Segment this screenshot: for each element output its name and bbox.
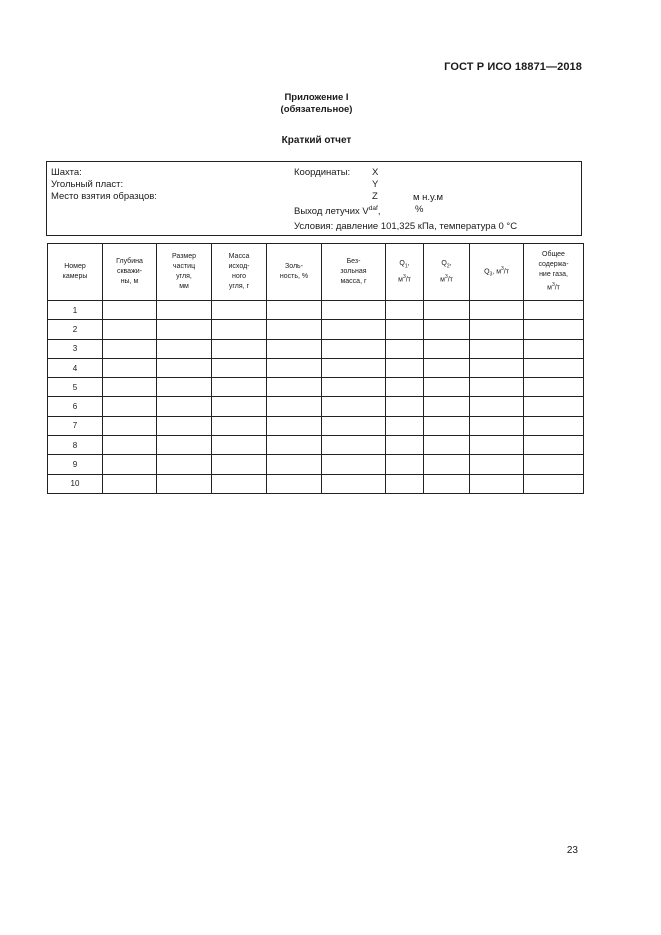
table-cell (157, 436, 212, 455)
table-header-row (48, 244, 584, 301)
table-body (48, 301, 584, 494)
table-cell (470, 416, 524, 435)
table-cell (322, 436, 386, 455)
table-cell (386, 378, 424, 397)
appendix-heading (0, 92, 633, 116)
table-cell (267, 378, 322, 397)
conditions-label: Условия: давление 101,325 кПа, температура 0 °С (294, 221, 518, 232)
table-cell (424, 455, 470, 474)
table-cell (267, 397, 322, 416)
chamber-number-cell: 7 (48, 416, 103, 435)
table-cell (524, 397, 584, 416)
chamber-number-cell: 9 (48, 455, 103, 474)
table-cell (524, 301, 584, 320)
table-cell (386, 320, 424, 339)
table-cell (524, 339, 584, 358)
table-cell (212, 320, 267, 339)
table-cell (424, 436, 470, 455)
volatile-superscript: daf (368, 205, 378, 212)
col-total-gas: Общее содержа- ние газа, $м^3/т$ (524, 244, 584, 301)
table-cell (267, 339, 322, 358)
table-cell (267, 416, 322, 435)
table-cell (386, 416, 424, 435)
table-cell (322, 320, 386, 339)
standard-code: ГОСТ Р ИСО 18871—2018 (444, 61, 582, 73)
table-cell (212, 378, 267, 397)
table-cell (157, 339, 212, 358)
table-row (48, 416, 584, 435)
table-cell (322, 358, 386, 377)
table-row (48, 436, 584, 455)
table-cell (322, 378, 386, 397)
col-q2: $Q_2$, $м^3/т$ (424, 244, 470, 301)
table-cell (386, 455, 424, 474)
col-depth: Глубина скважи- ны, м (103, 244, 157, 301)
table-cell (470, 378, 524, 397)
table-cell (424, 320, 470, 339)
table-cell (267, 320, 322, 339)
table-cell (386, 339, 424, 358)
volatile-label: Выход летучих $V^{daf}$, (294, 205, 381, 218)
table-cell (470, 320, 524, 339)
table-cell (157, 378, 212, 397)
table-cell (103, 339, 157, 358)
table-cell (424, 339, 470, 358)
coord-z-label: Z (372, 191, 378, 202)
chamber-number-cell: 6 (48, 397, 103, 416)
table-cell (267, 436, 322, 455)
table-cell (424, 301, 470, 320)
table-row (48, 358, 584, 377)
coordinates-label: Координаты: (294, 167, 351, 178)
table-cell (470, 339, 524, 358)
sampling-place-label: Место взятия образцов: (51, 191, 157, 202)
coord-x-label: X (372, 167, 379, 178)
table-cell (470, 358, 524, 377)
col-ashfree-mass: Без- зольная масса, г (322, 244, 386, 301)
table-cell (424, 397, 470, 416)
table-cell (103, 397, 157, 416)
col-particle-size: Размер частиц угля, мм (157, 244, 212, 301)
table-cell (470, 397, 524, 416)
volatile-unit: % (415, 204, 424, 215)
table-cell (157, 397, 212, 416)
mine-label: Шахта: (51, 167, 82, 178)
table-cell (524, 436, 584, 455)
table-cell (470, 474, 524, 493)
table-cell (157, 474, 212, 493)
table-cell (267, 301, 322, 320)
col-mass: Масса исход- ного угля, г (212, 244, 267, 301)
table-cell (322, 416, 386, 435)
table-cell (322, 455, 386, 474)
table-cell (157, 320, 212, 339)
table-cell (424, 474, 470, 493)
table-cell (470, 455, 524, 474)
table-cell (212, 301, 267, 320)
table-cell (212, 416, 267, 435)
table-cell (103, 301, 157, 320)
table-cell (212, 339, 267, 358)
table-row (48, 320, 584, 339)
report-title: Краткий отчет (281, 135, 352, 146)
col-q1: $Q_1$, $м^3/т$ (386, 244, 424, 301)
table-cell (103, 358, 157, 377)
table-cell (157, 455, 212, 474)
table-cell (524, 320, 584, 339)
chamber-number-cell: 4 (48, 358, 103, 377)
table-cell (424, 416, 470, 435)
table-cell (212, 397, 267, 416)
table-row (48, 301, 584, 320)
table-cell (524, 358, 584, 377)
appendix-subtitle: (обязательное) (280, 104, 353, 115)
table-cell (157, 301, 212, 320)
chamber-number-cell: 8 (48, 436, 103, 455)
col-ash: Золь- ность, % (267, 244, 322, 301)
table-cell (386, 358, 424, 377)
table-cell (212, 455, 267, 474)
table-cell (386, 474, 424, 493)
table-cell (424, 358, 470, 377)
table-cell (103, 436, 157, 455)
table-cell (424, 378, 470, 397)
table-cell (470, 436, 524, 455)
table-cell (524, 474, 584, 493)
table-cell (103, 455, 157, 474)
table-cell (524, 416, 584, 435)
chamber-number-cell: 10 (48, 474, 103, 493)
table-cell (103, 320, 157, 339)
table-row (48, 474, 584, 493)
page-number: 23 (566, 845, 578, 856)
table-cell (386, 301, 424, 320)
table-cell (322, 301, 386, 320)
table-row (48, 339, 584, 358)
table-cell (103, 378, 157, 397)
info-box (46, 161, 582, 236)
coal-seam-label: Угольный пласт: (51, 179, 124, 190)
appendix-title: Приложение I (284, 92, 349, 103)
z-unit-label: м н.у.м (413, 192, 444, 203)
col-chamber: Номер камеры (48, 244, 103, 301)
table-cell (267, 358, 322, 377)
table-cell (157, 416, 212, 435)
table-row (48, 455, 584, 474)
report-table (47, 243, 584, 494)
table-cell (212, 474, 267, 493)
table-cell (322, 339, 386, 358)
chamber-number-cell: 3 (48, 339, 103, 358)
table-cell (157, 358, 212, 377)
table-cell (386, 397, 424, 416)
table-cell (103, 416, 157, 435)
table-row (48, 378, 584, 397)
table-cell (322, 397, 386, 416)
table-cell (524, 455, 584, 474)
table-row (48, 397, 584, 416)
table-cell (212, 436, 267, 455)
table-cell (524, 378, 584, 397)
chamber-number-cell: 1 (48, 301, 103, 320)
table-cell (212, 358, 267, 377)
table-cell (267, 455, 322, 474)
col-q3: $Q_3$, $м^3/т$ (470, 244, 524, 301)
chamber-number-cell: 5 (48, 378, 103, 397)
table-cell (470, 301, 524, 320)
chamber-number-cell: 2 (48, 320, 103, 339)
table-cell (386, 436, 424, 455)
table-cell (103, 474, 157, 493)
table-cell (267, 474, 322, 493)
table-cell (322, 474, 386, 493)
coord-y-label: Y (372, 179, 379, 190)
